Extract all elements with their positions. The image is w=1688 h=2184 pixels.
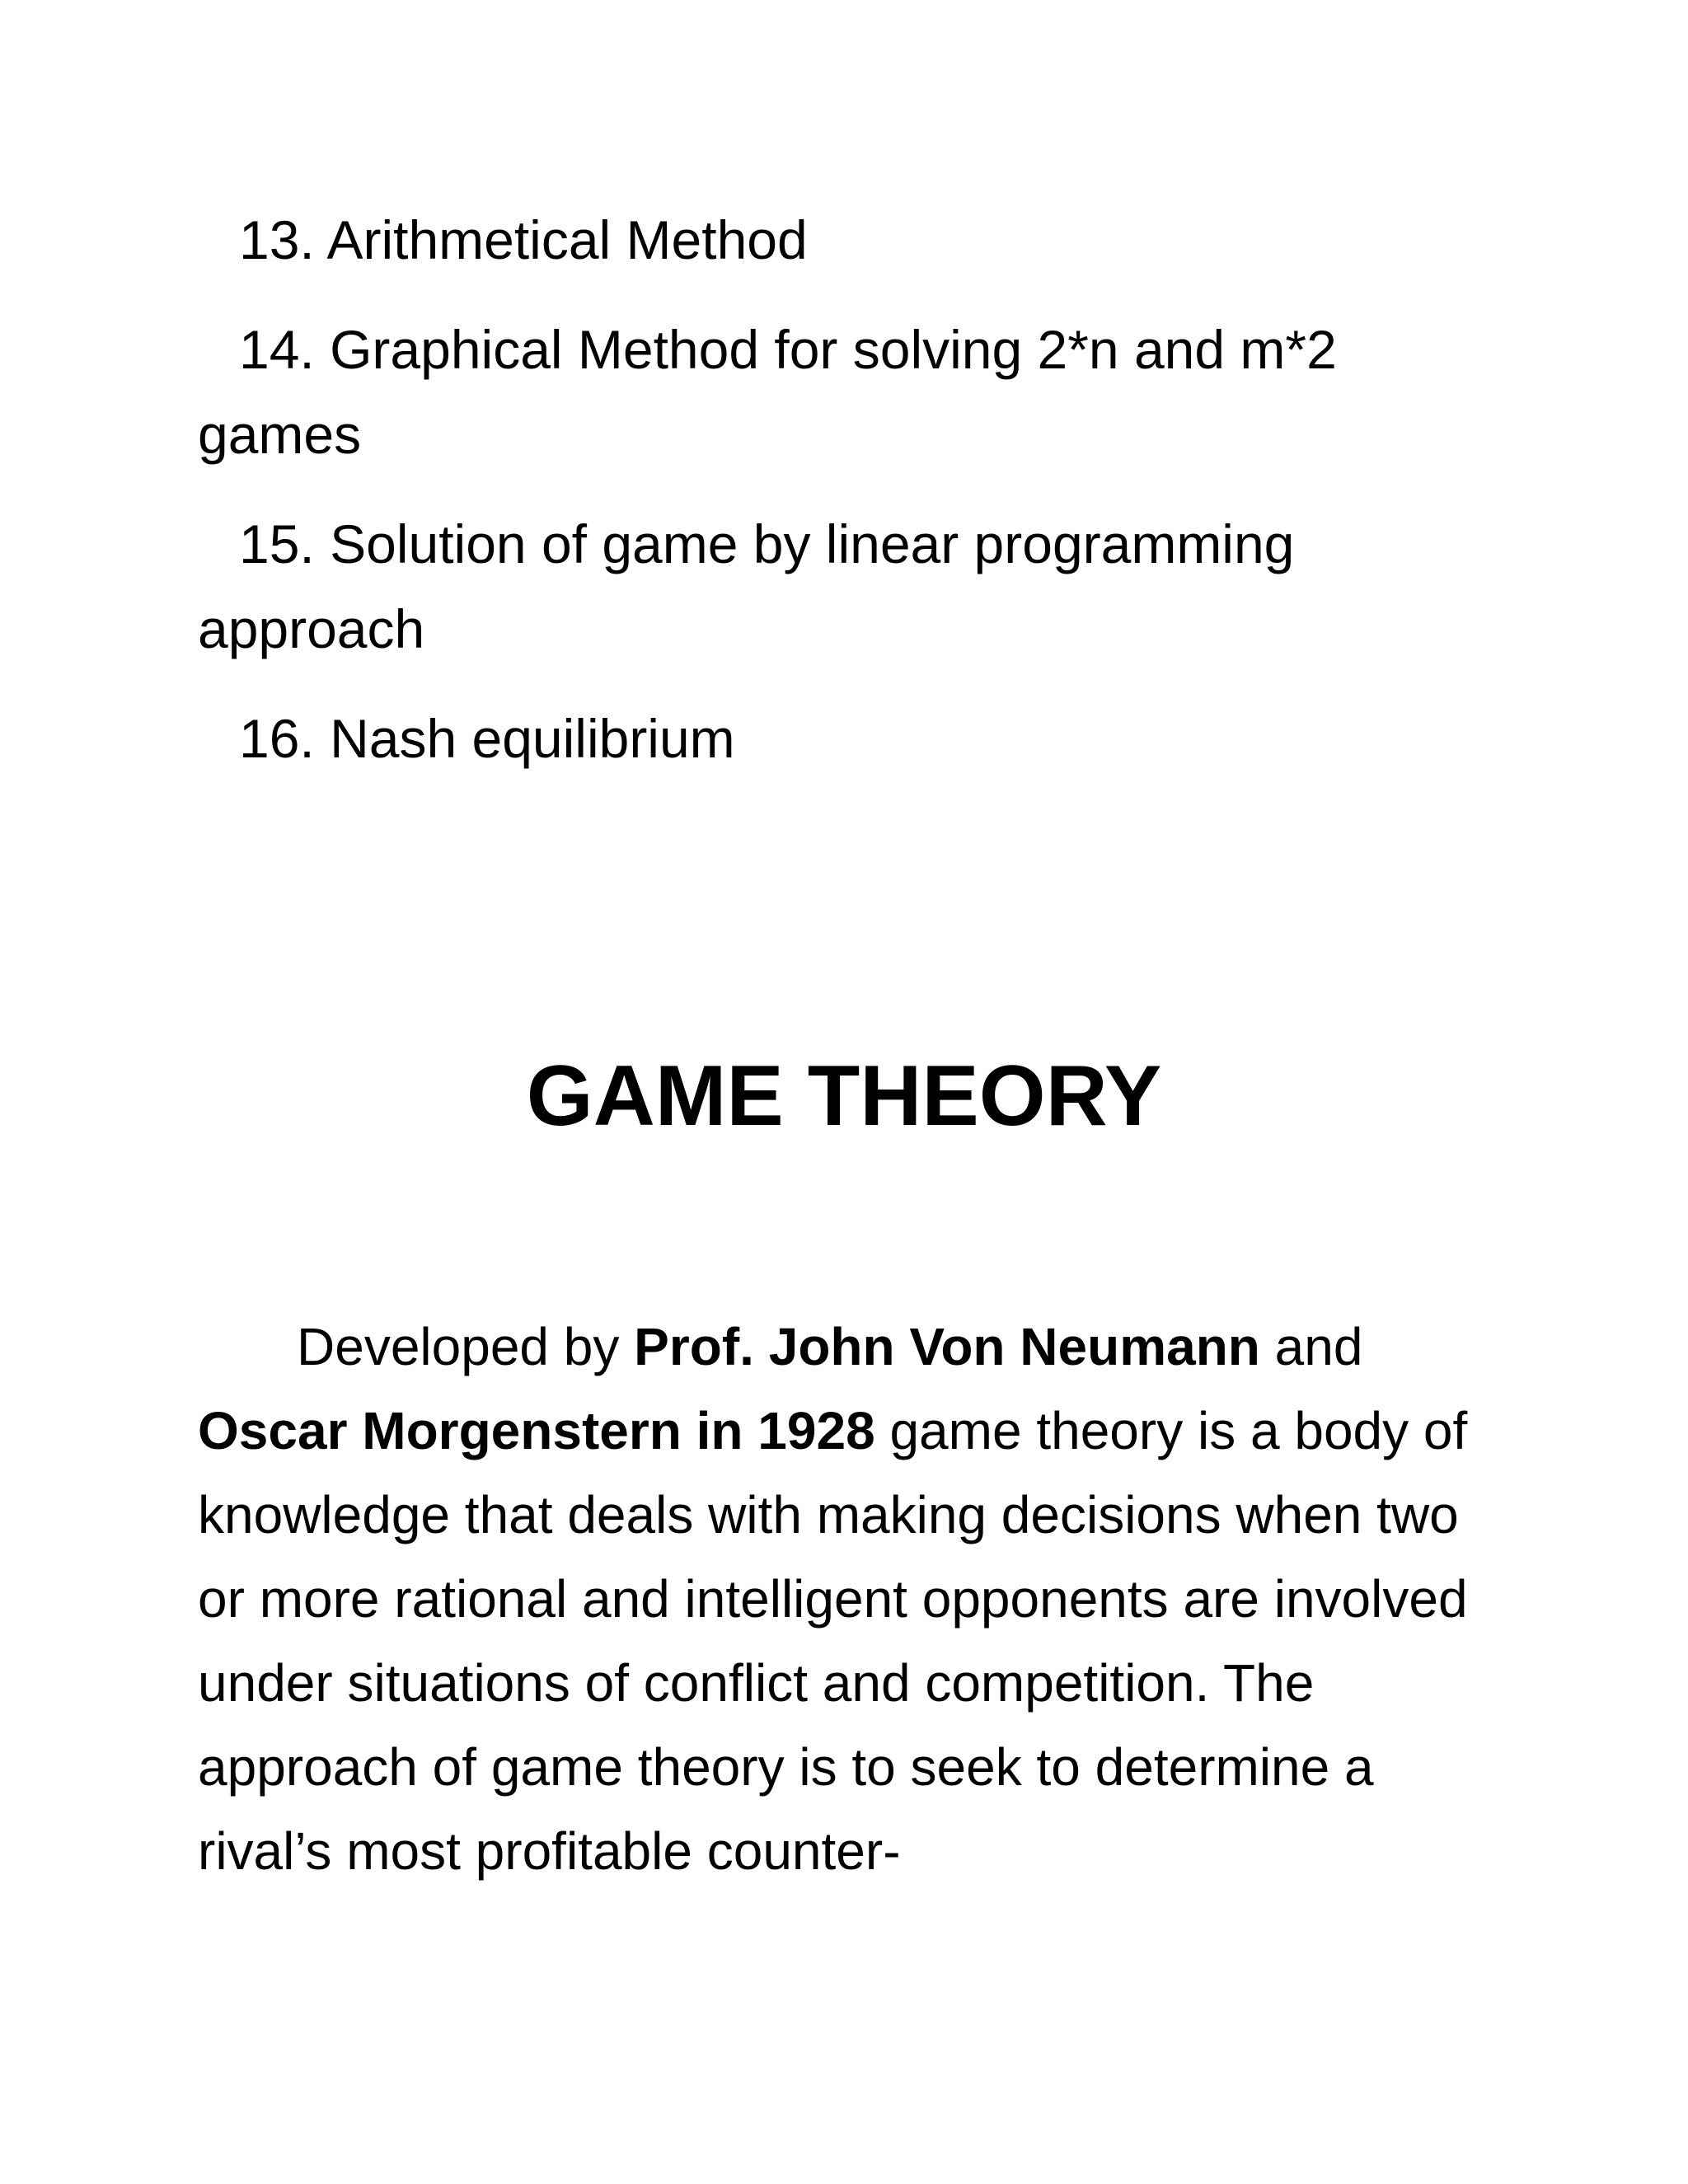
list-item	[198, 307, 1484, 477]
paragraph-connector: and	[1259, 1317, 1363, 1376]
list-item	[198, 502, 1484, 672]
paragraph-lead: Developed by	[297, 1317, 635, 1376]
paragraph-body: game theory is a body of knowledge that deals with making decisions when two or more rational and intelligent opponents are involved under situations of conflict and competition. The approach of game theory is to seek to determine a rival’s most profitable counter-	[198, 1401, 1468, 1881]
paragraph-bold-author-1: Prof. John Von Neumann	[634, 1317, 1260, 1376]
section-title: GAME THEORY	[526, 1048, 1162, 1144]
list-item-text: Nash equilibrium	[330, 708, 735, 769]
paragraph-bold-author-2: Oscar Morgenstern in 1928	[198, 1401, 875, 1460]
list-item-number: 16.	[239, 708, 315, 769]
list-item-text: Arithmetical Method	[326, 209, 808, 270]
list-item-number: 15.	[239, 513, 315, 574]
list-item-number: 13.	[239, 209, 315, 270]
list-item-text: Solution of game by linear programming approach	[198, 513, 1295, 659]
body-paragraph	[198, 1305, 1517, 1893]
list-item-number: 14.	[239, 319, 315, 380]
list-item	[198, 198, 1484, 283]
numbered-list	[198, 198, 1484, 806]
list-item-text: Graphical Method for solving 2*n and m*2 games	[198, 319, 1337, 465]
list-item	[198, 696, 1484, 781]
